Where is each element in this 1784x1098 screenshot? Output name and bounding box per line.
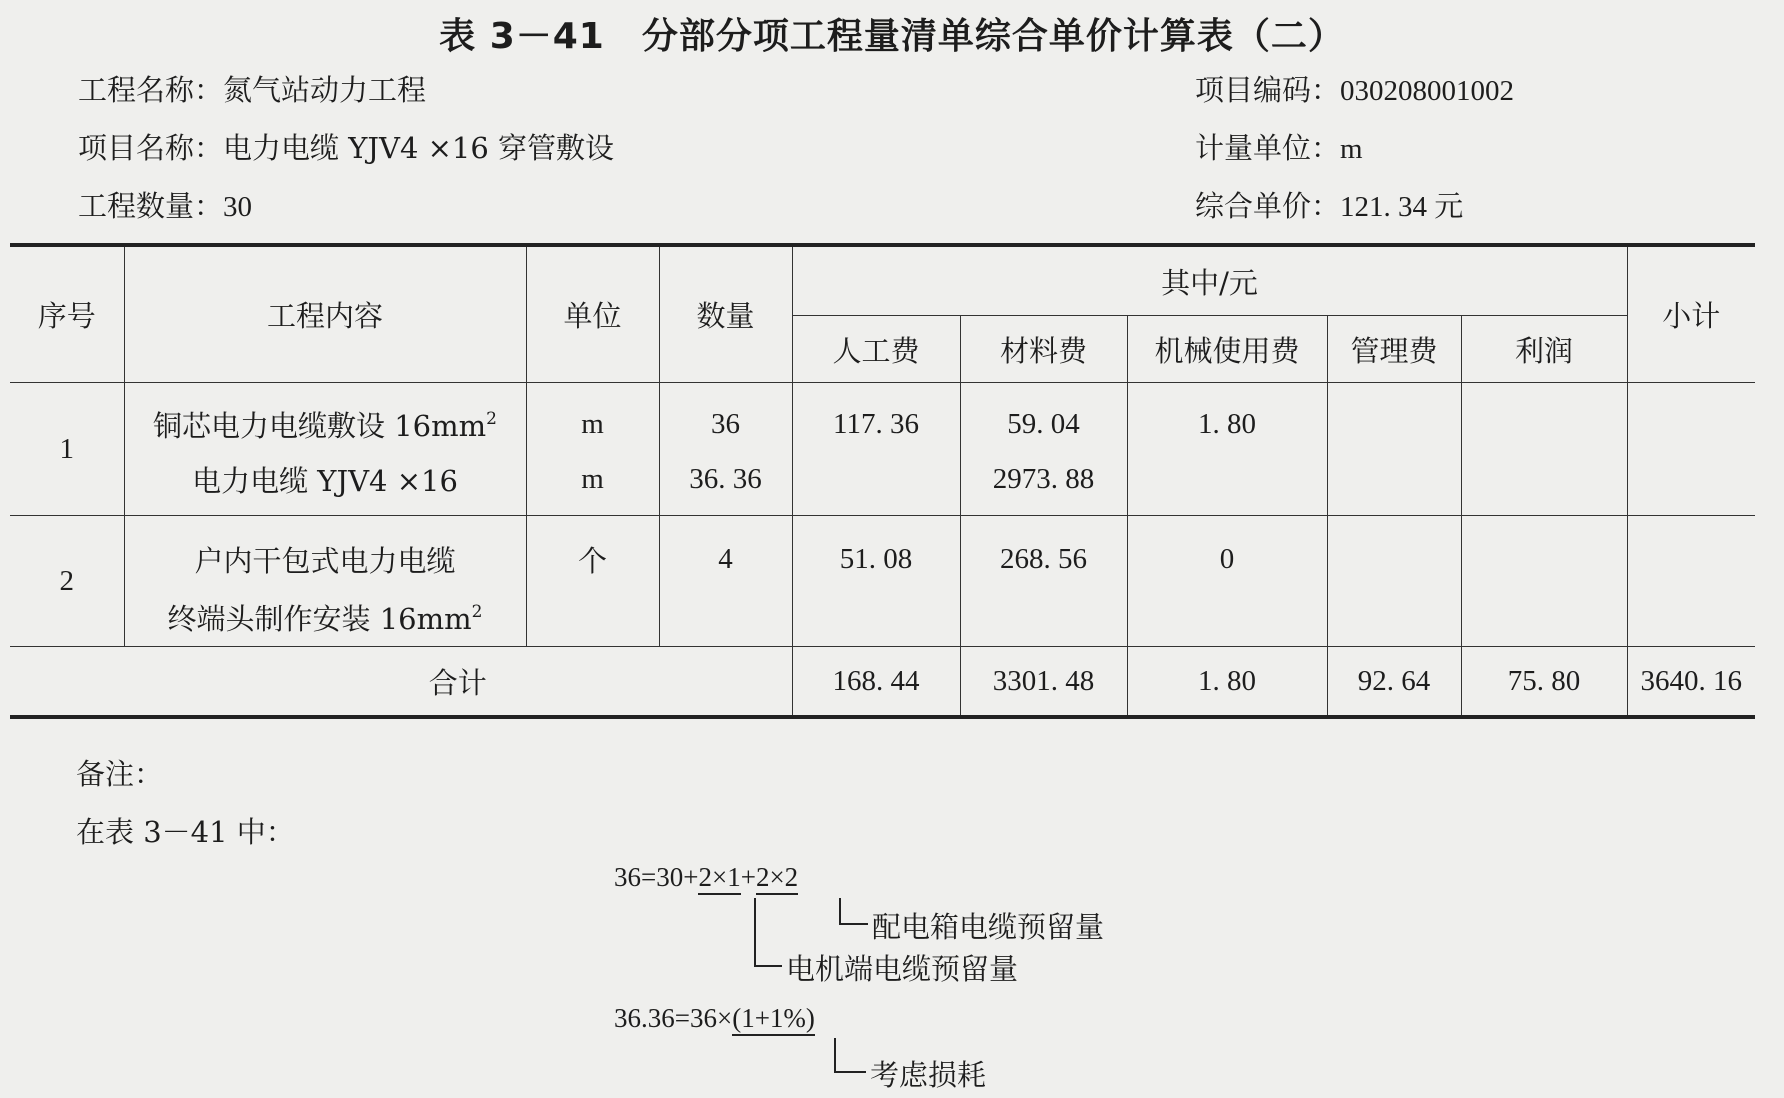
header-content: 工程内容 (124, 245, 526, 383)
header-material: 材料费 (960, 316, 1127, 383)
annotation2-label: 电机端电缆预留量 (786, 952, 1019, 986)
row1-content-line1: 铜芯电力电缆敷设 $16mm^2$ (124, 383, 526, 453)
header-unit: 单位 (526, 245, 659, 383)
total-mgmt: 92. 64 (1327, 647, 1461, 718)
total-labor: 168. 44 (792, 647, 960, 718)
row2-material: 268. 56 (960, 516, 1127, 589)
row2-labor: 51. 08 (792, 516, 960, 589)
row1-qty-line1: 36 (659, 383, 792, 453)
row2-unit: 个 (526, 516, 659, 589)
row1-unit-line2: m (526, 452, 659, 516)
annotation3-label: 考虑损耗 (870, 1058, 987, 1092)
item-name-label: 项目名称： (78, 131, 224, 165)
page-title: 表 3－41 分部分项工程量清单综合单价计算表（二） (439, 16, 1345, 57)
header-subtotal: 小计 (1627, 245, 1755, 383)
project-name-label: 工程名称： (78, 73, 224, 107)
header-mgmt: 管理费 (1327, 316, 1461, 383)
notes-intro: 在表 3－41 中： (76, 815, 295, 849)
total-material: 3301. 48 (960, 647, 1127, 718)
formula1-term2: 2×2 (756, 862, 798, 895)
header-qty: 数量 (659, 245, 792, 383)
item-name-value: 电力电缆 YJV4 ×16 穿管敷设 (223, 131, 615, 165)
unit-label: 计量单位： (1195, 131, 1341, 165)
row2-machine: 0 (1127, 516, 1327, 589)
row1-seq: 1 (10, 383, 124, 516)
annotation2-line (755, 898, 782, 966)
project-name-value: 氮气站动力工程 (223, 73, 427, 107)
annotation1-line (840, 898, 868, 924)
header-machine: 机械使用费 (1127, 316, 1327, 383)
unit-price-label: 综合单价： (1195, 189, 1341, 223)
total-subtotal: 3640. 16 (1627, 647, 1755, 718)
row1-material-line1: 59. 04 (960, 383, 1127, 453)
row2-content-line1: 户内干包式电力电缆 (124, 516, 526, 589)
formula1-plus: + (740, 862, 756, 892)
unit-value: m (1340, 133, 1363, 165)
row1-content-line2: 电力电缆 YJV4 ×16 (124, 452, 526, 516)
item-code-value: 030208001002 (1340, 75, 1515, 107)
total-label: 合计 (10, 647, 792, 718)
row1-unit-line1: m (526, 383, 659, 453)
formula1-prefix: 36=30+ (614, 862, 699, 892)
quantity-label: 工程数量： (78, 189, 224, 223)
formula2-prefix: 36.36=36× (614, 1003, 733, 1033)
row1-material-line2: 2973. 88 (960, 452, 1127, 516)
formula2-term: (1+1%) (732, 1003, 815, 1036)
formula1-term1: 2×1 (698, 862, 740, 895)
annotation3-line (835, 1038, 866, 1072)
total-profit: 75. 80 (1461, 647, 1627, 718)
item-code-label: 项目编码： (1195, 73, 1341, 107)
row2-content-line2: 终端头制作安装 $16mm^2$ (124, 588, 526, 647)
notes-label: 备注： (76, 757, 164, 791)
unit-price-value: 121. 34 元 (1340, 191, 1464, 223)
row2-seq: 2 (10, 516, 124, 647)
header-profit: 利润 (1461, 316, 1627, 383)
quantity-value: 30 (223, 191, 253, 223)
total-machine: 1. 80 (1127, 647, 1327, 718)
row2-qty: 4 (659, 516, 792, 589)
row1-machine-line1: 1. 80 (1127, 383, 1327, 453)
header-labor: 人工费 (792, 316, 960, 383)
row1-labor-line1: 117. 36 (792, 383, 960, 453)
header-seq: 序号 (10, 245, 124, 383)
annotation1-label: 配电箱电缆预留量 (872, 910, 1105, 944)
header-group: 其中/元 (792, 245, 1627, 316)
row1-qty-line2: 36. 36 (659, 452, 792, 516)
